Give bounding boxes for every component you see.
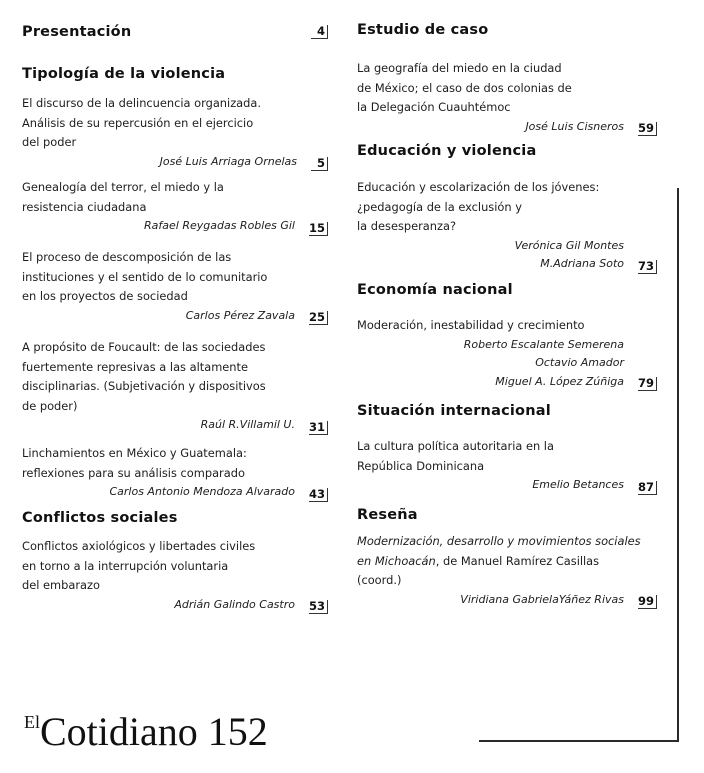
section-title-conflictos: Conflictos sociales [22,510,178,526]
article-author: Rafael Reygadas Robles Gil [144,219,295,232]
section-title-resena: Reseña [357,507,418,523]
page-number[interactable]: 79 [638,377,657,391]
article-author: Octavio Amador [535,356,624,369]
page-number[interactable]: 5 [311,157,328,171]
article-author: Verónica Gil Montes [514,238,624,252]
article-author: Miguel A. López Zúñiga [495,374,624,388]
page-number[interactable]: 59 [638,122,657,136]
book-title-cont: en Michoacán [357,553,436,568]
section-title-tipologia: Tipología de la violencia [22,66,226,82]
article-title: Genealogía del terror, el miedo y la resistencia ciudadana [22,180,224,214]
toc-entry[interactable] [22,444,328,502]
article-title: A propósito de Foucault: de las sociedades fuertemente represivas a las altamente disciplinarias. (Subjetivación y dispositivos de poder) [22,340,266,413]
toc-entry[interactable] [22,248,328,325]
frame-rule-vertical [677,188,679,742]
article-title: Linchamientos en México y Guatemala: reflexiones para su análisis comparado [22,446,247,480]
page-number[interactable]: 25 [309,311,328,325]
toc-entry[interactable] [22,178,328,236]
masthead-prefix: El [24,712,40,732]
page-number[interactable]: 53 [309,600,328,614]
article-author: M.Adriana Soto [540,257,624,270]
page-number[interactable]: 4 [311,25,328,39]
article-title: El discurso de la delincuencia organizada. Análisis de su repercusión en el ejercicio del poder [22,96,261,149]
article-title: El proceso de descomposición de las instituciones y el sentido de lo comunitario en los proyectos de sociedad [22,250,268,303]
page-number[interactable]: 99 [638,595,657,609]
toc-entry[interactable] [22,537,328,614]
article-author: Adrián Galindo Castro [174,597,295,611]
page-number[interactable]: 73 [638,260,657,274]
article-authors [464,336,624,392]
toc-entry[interactable] [22,94,328,171]
toc-entry[interactable] [357,316,657,391]
masthead [24,708,268,755]
section-title-situacion: Situación internacional [357,403,551,419]
book-editor: , de Manuel Ramírez Casillas [435,553,600,568]
article-author: Viridiana GabrielaYáñez Rivas [460,592,624,606]
article-author: José Luis Arriaga Ornelas [159,154,297,168]
section-title-economia: Economía nacional [357,282,513,298]
article-author: Emelio Betances [532,478,624,491]
section-title-estudio: Estudio de caso [357,22,489,38]
article-authors [515,237,624,274]
page-number[interactable]: 87 [638,481,657,495]
toc-entry[interactable] [357,437,657,495]
section-title-presentacion: Presentación [22,24,132,40]
page-number[interactable]: 31 [309,421,328,435]
section-title-educacion: Educación y violencia [357,143,537,159]
article-title: Moderación, inestabilidad y crecimiento [357,318,585,332]
book-editor-role: (coord.) [357,573,402,587]
toc-entry[interactable] [357,532,657,609]
toc-entry[interactable] [357,178,657,274]
toc-entry[interactable] [357,59,657,136]
article-title: Educación y escolarización de los jóvenes: ¿pedagogía de la exclusión y la desesperanza? [357,180,600,233]
masthead-name: Cotidiano 152 [40,709,268,754]
frame-rule-horizontal [479,740,679,742]
article-author: Carlos Pérez Zavala [185,308,295,322]
article-title [357,532,657,591]
article-author: José Luis Cisneros [525,119,624,133]
article-author: Carlos Antonio Mendoza Alvarado [109,485,295,498]
page-number[interactable]: 15 [309,222,328,236]
article-author: Roberto Escalante Semerena [463,337,624,351]
article-title: Conflictos axiológicos y libertades civiles en torno a la interrupción voluntaria del embarazo [22,539,256,592]
article-author: Raúl R.Villamil U. [200,418,295,431]
page-number[interactable]: 43 [309,488,328,502]
toc-entry[interactable] [22,338,328,435]
article-title: La cultura política autoritaria en la República Dominicana [357,439,554,473]
book-title: Modernización, desarrollo y movimientos sociales [357,534,641,548]
article-title: La geografía del miedo en la ciudad de México; el caso de dos colonias de la Delegación Cuauhtémoc [357,61,572,114]
